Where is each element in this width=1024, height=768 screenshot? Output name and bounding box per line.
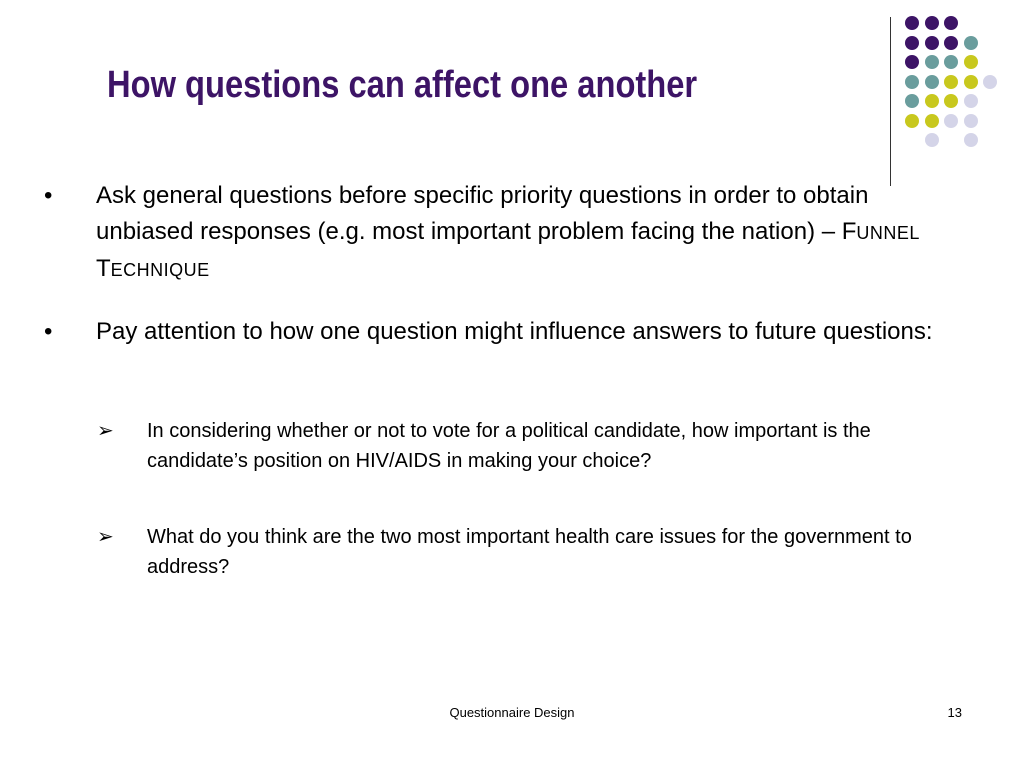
bullet-marker: • (44, 318, 53, 345)
decorative-dot (964, 94, 978, 108)
decorative-dot (964, 75, 978, 89)
slide-title: How questions can affect one another (107, 64, 698, 106)
decorative-dot (944, 16, 958, 30)
decorative-dot (925, 94, 939, 108)
decorative-dot (964, 133, 978, 147)
decorative-dot (925, 55, 939, 69)
bullet-text: Pay attention to how one question might influence answers to future questions: (96, 318, 933, 345)
bullet-text (96, 178, 946, 288)
decorative-dot (944, 55, 958, 69)
sub-bullet-text: What do you think are the two most important health care issues for the government to address? (147, 526, 912, 578)
decorative-dot (944, 75, 958, 89)
decorative-dot (925, 114, 939, 128)
decorative-dot (983, 75, 997, 89)
page-number: 13 (947, 705, 962, 720)
decorative-dot (905, 114, 919, 128)
decorative-dot (925, 36, 939, 50)
decorative-dot (905, 16, 919, 30)
decorative-dot (925, 75, 939, 89)
bullet-text-main: Ask general questions before specific priority questions in order to obtain unbiased responses (e.g. most important problem facing the nation) – (96, 182, 869, 245)
decorative-dot (905, 75, 919, 89)
decorative-dot (905, 36, 919, 50)
decorative-dot (944, 36, 958, 50)
decorative-dot (925, 16, 939, 30)
title-divider-line (890, 17, 891, 186)
decorative-dot (964, 36, 978, 50)
footer-label: Questionnaire Design (449, 705, 575, 720)
decorative-dot (905, 94, 919, 108)
decorative-dot (964, 114, 978, 128)
decorative-dot (905, 55, 919, 69)
decorative-dot (925, 133, 939, 147)
sub-bullet-text: In considering whether or not to vote for a political candidate, how important is the candidate’s position on HIV/AIDS in making your choice? (147, 420, 871, 472)
arrow-bullet-icon: ➢ (97, 526, 114, 548)
decorative-dot (944, 94, 958, 108)
arrow-bullet-icon: ➢ (97, 420, 114, 442)
decorative-dot (944, 114, 958, 128)
bullet-marker: • (44, 182, 53, 209)
funnel-technique-label: FUNNEL TECHNIQUE (96, 218, 920, 282)
decorative-dot (964, 55, 978, 69)
decorative-dot-grid (905, 16, 1015, 166)
